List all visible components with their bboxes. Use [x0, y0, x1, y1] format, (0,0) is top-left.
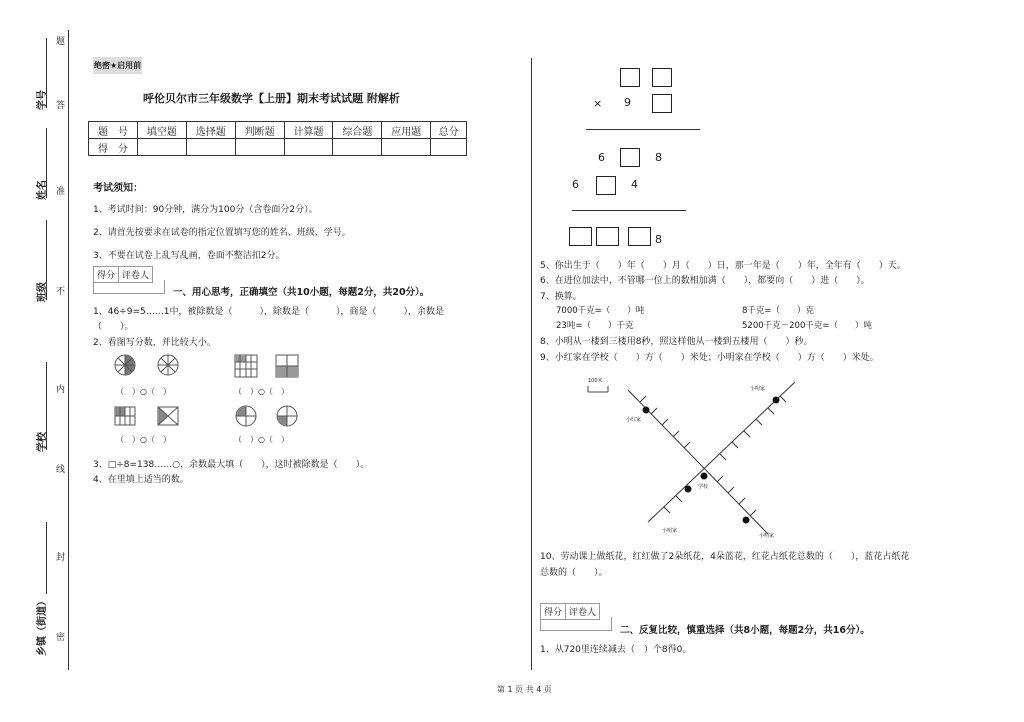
- digit: 8: [655, 151, 662, 164]
- scorer-person-label: 评卷人: [569, 608, 597, 618]
- fraction-blank[interactable]: （ ）○（ ）: [116, 387, 171, 396]
- notice-item: 3、不要在试卷上乱写乱画，卷面不整洁扣2分。: [93, 251, 285, 261]
- exam-title: 呼伦贝尔市三年级数学【上册】期末考试试题 附解析: [143, 92, 400, 105]
- circle-fraction-icon: [236, 406, 256, 426]
- score-table-header-row: [89, 122, 467, 139]
- scale-bar: [588, 386, 608, 392]
- triangle-fraction-icon: [158, 407, 178, 425]
- seal-char: 题: [56, 37, 66, 47]
- scorer-blank-2[interactable]: [540, 617, 612, 631]
- seal-char: 内: [56, 385, 66, 395]
- score-table-cell: 得 分: [89, 139, 138, 156]
- column-divider: [531, 58, 532, 670]
- score-table-cell[interactable]: [431, 139, 467, 156]
- map-label-xiaoming-bottom: 小明家: [662, 528, 678, 534]
- q4-text: 4、在里填上适当的数。: [93, 475, 189, 485]
- q3-text: 3、□÷8=138……○，余数最大填（ ），这时被除数是（ ）。: [93, 460, 370, 470]
- score-table-cell: 总分: [431, 122, 467, 139]
- q1-line1: 1、46÷9=5……1中，被除数是（ ），除数是（ ），商是（ ），余数是: [93, 307, 444, 317]
- score-table-cell: 填空题: [137, 122, 186, 139]
- digit: 9: [624, 96, 631, 109]
- score-table-cell[interactable]: [137, 139, 186, 156]
- map-point-school: [701, 473, 708, 480]
- map-label-xiaohong: 小红家: [626, 417, 642, 423]
- map-label-xiaoming-top: 小明家: [750, 386, 766, 392]
- q7-item: 23吨=（ ）千克: [556, 321, 634, 331]
- answer-box[interactable]: [628, 227, 651, 246]
- margin-label-class: 班级: [37, 282, 48, 302]
- score-table-cell[interactable]: [235, 139, 284, 156]
- score-table-cell[interactable]: [333, 139, 382, 156]
- answer-box[interactable]: [620, 148, 640, 167]
- margin-underline-school: [46, 362, 47, 450]
- seal-char: 密: [56, 633, 66, 643]
- margin-label-student-id: 学号: [37, 90, 48, 110]
- score-table-cell: 计算题: [284, 122, 333, 139]
- seal-char: 准: [56, 187, 66, 197]
- seal-char: 答: [56, 101, 66, 111]
- notice-heading: 考试须知：: [93, 183, 143, 194]
- answer-box[interactable]: [652, 94, 672, 113]
- calc-line: [586, 129, 700, 130]
- scorer-blank-1[interactable]: [93, 280, 165, 294]
- map-point-xiaoming-bottom: [743, 517, 750, 524]
- notice-item: 2、请首先按要求在试卷的指定位置填写您的姓名、班级、学号。: [93, 228, 351, 238]
- q7-item: 8千克=（ ）克: [742, 306, 815, 316]
- q10-line2: 总数的（ ）。: [540, 568, 608, 578]
- score-table-cell[interactable]: [284, 139, 333, 156]
- margin-label-name: 姓名: [37, 180, 48, 200]
- score-table-score-row: [89, 139, 467, 156]
- map-point-xiaoming-top: [773, 397, 780, 404]
- map-point-xiaoming-left: [685, 486, 692, 493]
- map-label-xiaoming-br: 小明家: [759, 533, 775, 539]
- fraction-blank[interactable]: （ ）○（ ）: [234, 387, 289, 396]
- digit: 6: [598, 151, 605, 164]
- circle-fraction-icon: [115, 355, 135, 375]
- seal-char: 不: [56, 287, 66, 297]
- section1-title: 一、用心思考，正确填空（共10小题，每题2分，共20分）。: [173, 287, 430, 298]
- digit: 8: [655, 233, 662, 246]
- margin-underline-student-id: [46, 38, 47, 108]
- seal-char: 封: [56, 553, 66, 563]
- grid-fraction-icon: [235, 355, 257, 377]
- seal-char: 线: [56, 465, 66, 475]
- q5-text: 5、你出生于（ ）年（ ）月（ ）日，那一年是（ ）年，全年有（ ）天。: [540, 261, 906, 271]
- answer-box[interactable]: [596, 176, 616, 195]
- answer-box[interactable]: [596, 227, 619, 246]
- digit: 6: [572, 178, 579, 191]
- grid-fraction-icon: [115, 407, 135, 425]
- map-line-ne-sw: [648, 382, 795, 522]
- times-sign: ×: [593, 97, 603, 110]
- answer-box[interactable]: [652, 68, 672, 87]
- scorer-score-label: 得分: [94, 267, 119, 282]
- margin-underline-township: [46, 522, 47, 594]
- q7-text: 7、换算。: [540, 292, 582, 302]
- map-point-xiaohong: [643, 407, 650, 414]
- q7-item: 5200千克－200千克=（ ）吨: [742, 321, 872, 331]
- margin-underline-class: [46, 220, 47, 300]
- circle-fraction-icon: [277, 406, 297, 426]
- score-table-cell: 判断题: [235, 122, 284, 139]
- answer-box[interactable]: [620, 68, 640, 87]
- grid-fraction-icon: [276, 355, 298, 377]
- scorer-person-label: 评卷人: [122, 271, 150, 281]
- circle-fraction-icon: [158, 355, 178, 375]
- notice-item: 1、考试时间：90分钟，满分为100分（含卷面分2分）。: [93, 205, 318, 215]
- answer-box[interactable]: [569, 227, 592, 246]
- margin-binding-line: [68, 30, 69, 670]
- calc-line: [572, 210, 686, 211]
- margin-label-township: 乡镇（街道）: [37, 596, 48, 656]
- score-table-cell: 选择题: [186, 122, 235, 139]
- q9-text: 9、小红家在学校（ ）方（ ）米处；小明家在学校（ ）方（ ）米处。: [540, 353, 879, 363]
- q8-text: 8、小明从一楼到三楼用8秒，照这样他从一楼到五楼用（ ）秒。: [540, 337, 813, 347]
- q6-text: 6、在进位加法中，不管哪一位上的数相加满（ ），都要向（ ）进（ ）。: [540, 276, 870, 286]
- map-scale-label: 100米: [588, 378, 603, 384]
- scorer-score-label: 得分: [541, 604, 566, 619]
- q2-text: 2、看图写分数，并比较大小。: [93, 338, 216, 348]
- score-table-cell[interactable]: [186, 139, 235, 156]
- margin-label-school: 学校: [37, 432, 48, 452]
- map-label-school: 学校: [698, 484, 709, 490]
- q7-item: 7000千克=（ ）吨: [556, 306, 645, 316]
- direction-map: [580, 372, 820, 542]
- q1-line2: （ ）。: [93, 322, 134, 332]
- page-footer: 第 1 页 共 4 页: [497, 685, 552, 694]
- digit: 4: [631, 178, 638, 191]
- score-table-cell: 题 号: [89, 122, 138, 139]
- fraction-blank[interactable]: （ ）○（ ）: [116, 435, 171, 444]
- secret-badge: 绝密★启用前: [93, 57, 142, 74]
- score-table: [88, 121, 467, 156]
- score-table-cell[interactable]: [382, 139, 431, 156]
- fraction-blank[interactable]: （ ）○（ ）: [234, 435, 289, 444]
- score-table-cell: 综合题: [333, 122, 382, 139]
- section2-q1: 1、从720里连续减去（ ）个8得0。: [540, 645, 692, 655]
- margin-underline-name: [46, 128, 47, 198]
- score-table-cell: 应用题: [382, 122, 431, 139]
- section2-title: 二、反复比较，慎重选择（共8小题，每题2分，共16分）。: [620, 625, 870, 636]
- q10-line1: 10、劳动课上做纸花，红红做了2朵纸花，4朵蓝花，红花占纸花总数的（ ），蓝花占纸花: [540, 552, 910, 562]
